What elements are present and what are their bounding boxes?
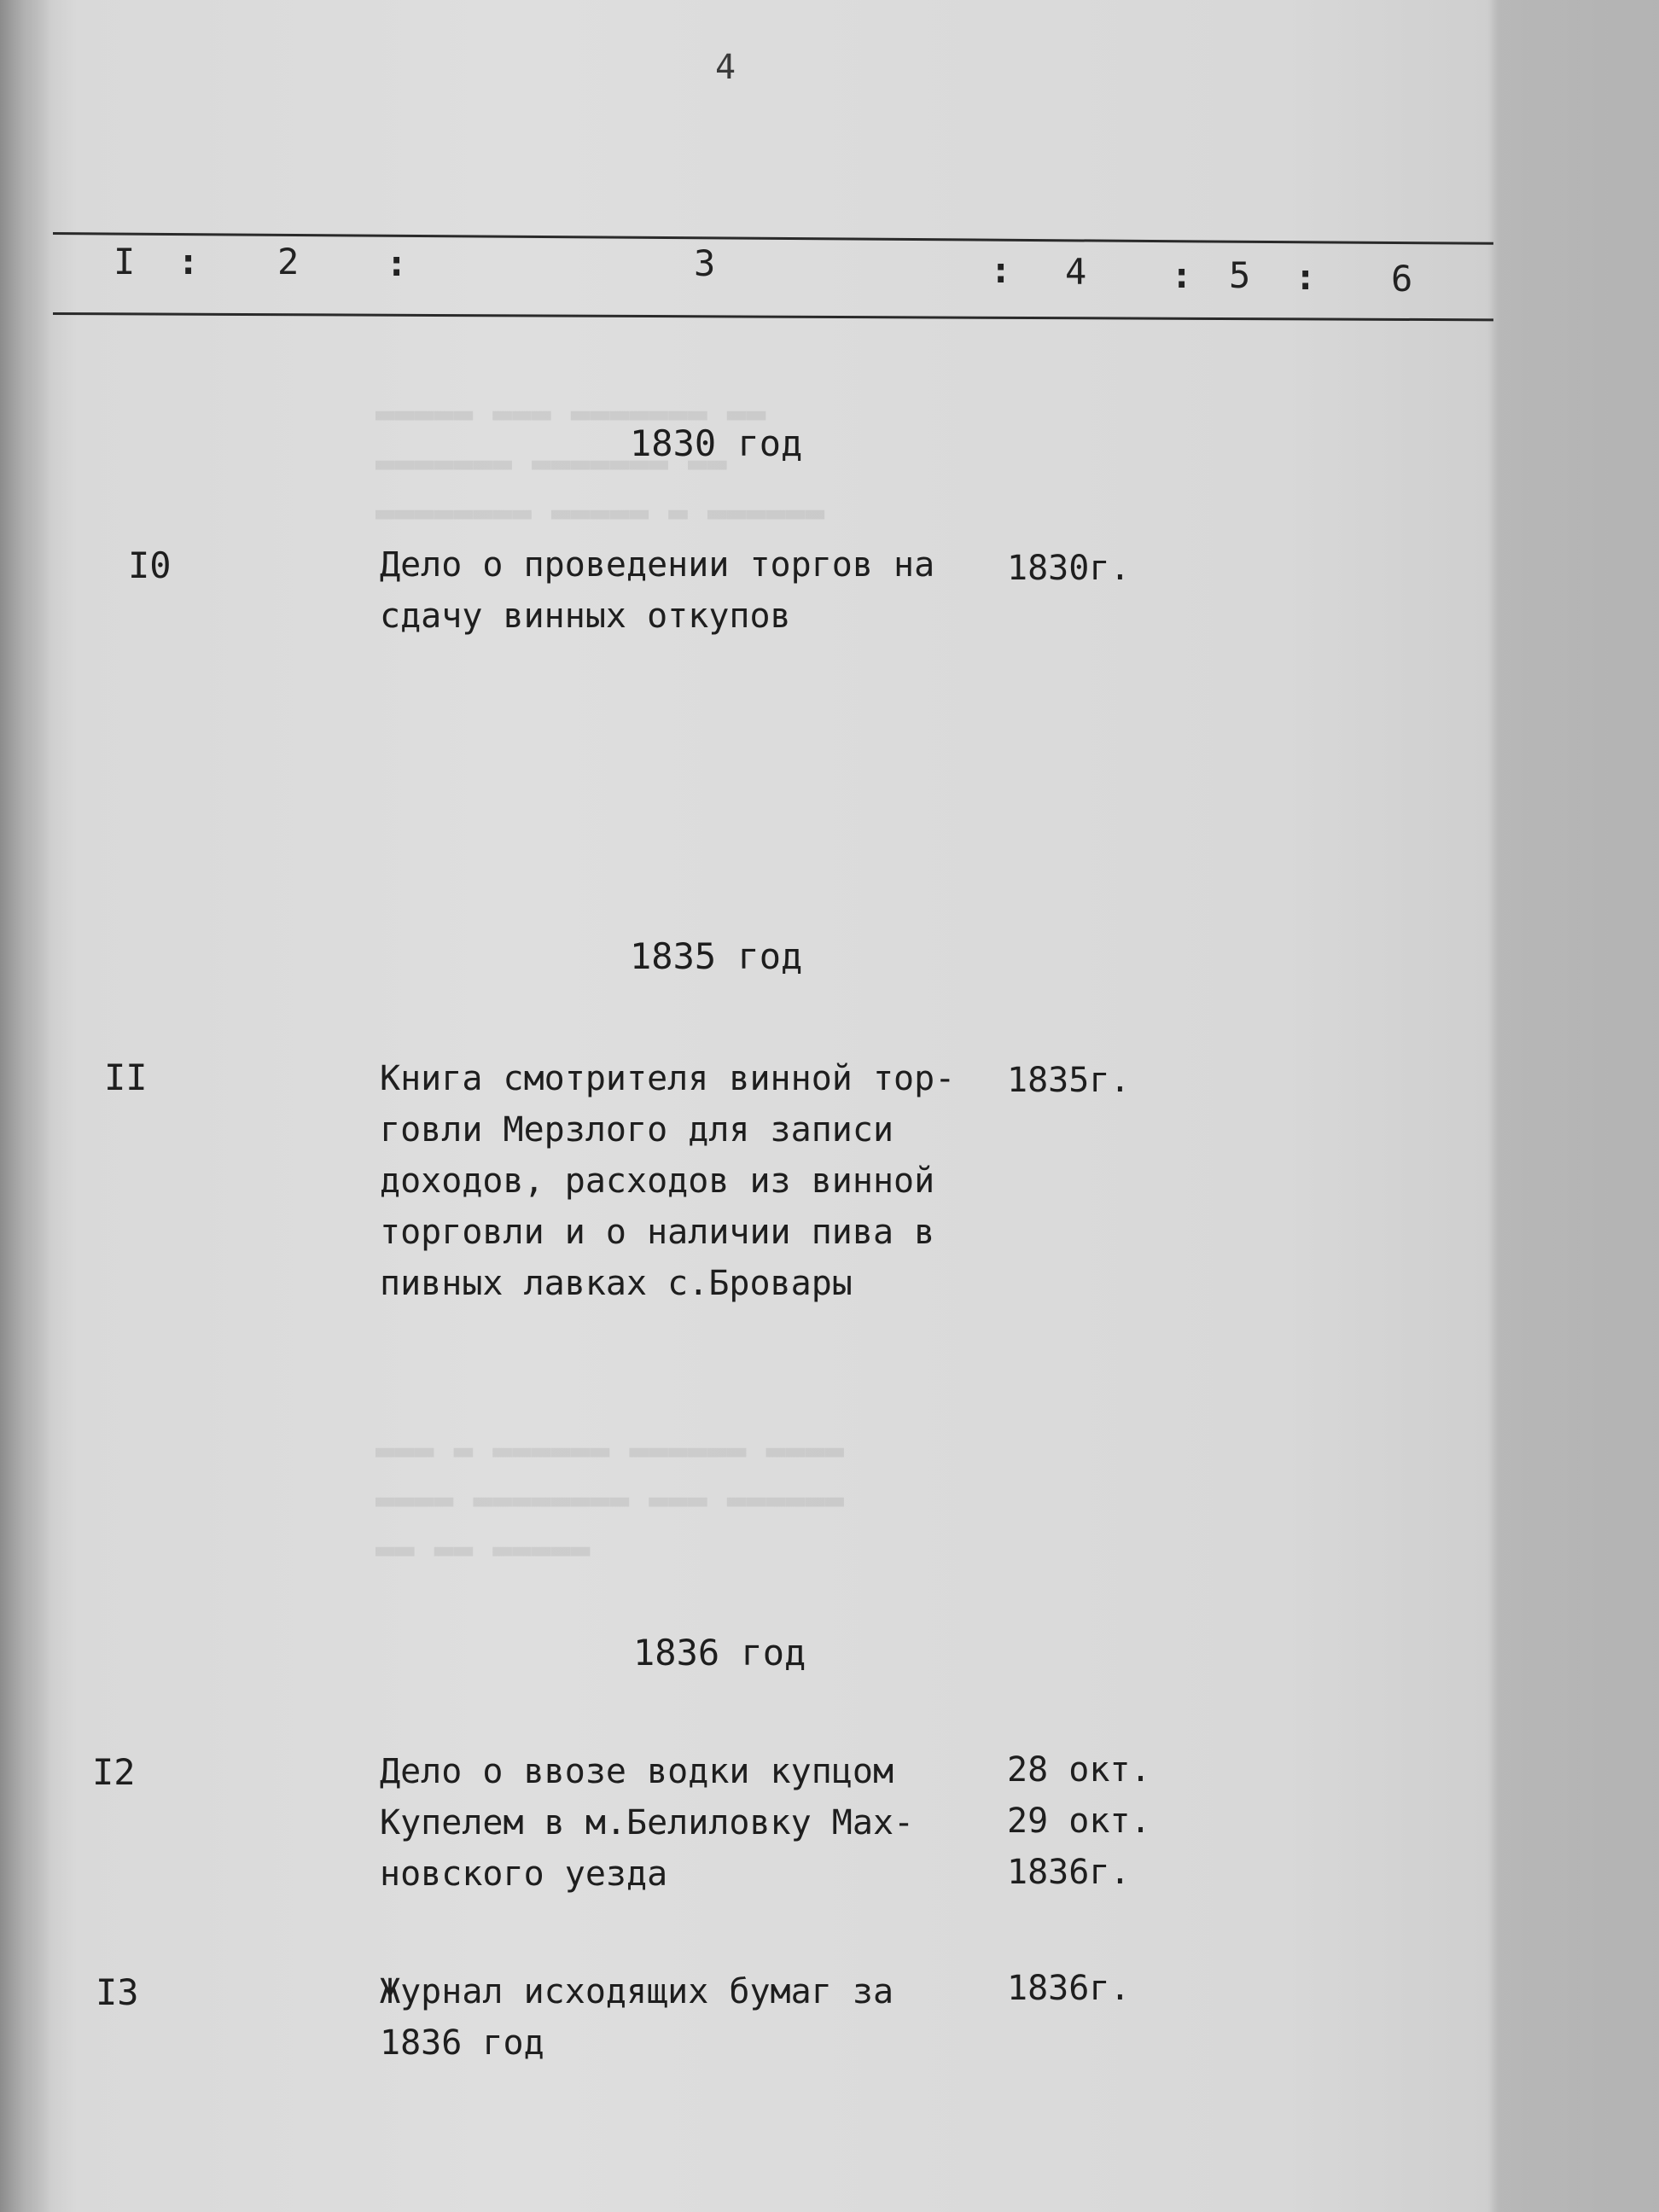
show-through-text: ▬▬▬ ▬ ▬▬▬▬▬▬ ▬▬▬▬▬▬ ▬▬▬▬ ▬▬▬▬ ▬▬▬▬▬▬▬▬ ▬▬▬ ▬▬▬▬▬▬ ▬▬ ▬▬ ▬▬▬▬▬ [375, 1431, 845, 1568]
show-through-text: ▬▬▬▬▬ ▬▬▬ ▬▬▬▬▬▬▬ ▬▬ ▬▬▬▬▬▬▬ ▬▬▬▬▬▬▬ ▬▬ ▬▬▬▬▬▬▬▬ ▬▬▬▬▬ ▬ ▬▬▬▬▬▬ [375, 394, 825, 531]
entry-number: II [104, 1057, 148, 1098]
column-separator: : [1171, 254, 1193, 296]
page-right-edge-shadow [1489, 0, 1659, 2212]
entry-title: Журнал исходящих бумаг за 1836 год [380, 1972, 894, 2063]
table-header-top-rule [53, 232, 1493, 245]
entry-date: 1835г. [1007, 1061, 1131, 1100]
column-header-3: 3 [694, 242, 716, 284]
page-number: 4 [715, 48, 736, 87]
column-header-4: 4 [1065, 251, 1087, 293]
entry-title: Книга смотрителя винной тор- говли Мерзлого для записи доходов, расходов из винной торговли и о наличии пива в пивных лавках с.Бровары [380, 1059, 956, 1303]
column-header-2: 2 [277, 241, 300, 282]
entry-number: I0 [128, 544, 172, 586]
entry-number: I3 [96, 1971, 139, 2013]
year-heading-1830: 1830 год [630, 422, 803, 464]
column-separator: : [386, 242, 408, 284]
entry-date: 28 окт. 29 окт. 1836г. [1007, 1750, 1151, 1892]
column-header-1: I [114, 241, 136, 282]
column-header-6: 6 [1391, 258, 1413, 300]
table-header-bottom-rule [53, 312, 1493, 321]
year-heading-1836: 1836 год [633, 1632, 806, 1674]
column-separator: : [990, 249, 1012, 291]
entry-number: I2 [92, 1751, 136, 1793]
column-header-5: 5 [1229, 254, 1251, 296]
entry-date: 1836г. [1007, 1969, 1131, 2008]
year-heading-1835: 1835 год [630, 935, 803, 977]
entry-date: 1830г. [1007, 549, 1131, 588]
entry-title: Дело о ввозе водки купцом Купелем в м.Белиловку Мах- новского уезда [380, 1752, 915, 1894]
page-gutter-shadow [0, 0, 51, 2212]
entry-title: Дело о проведении торгов на сдачу винных откупов [380, 545, 935, 636]
column-separator: : [178, 241, 200, 282]
column-separator: : [1295, 256, 1317, 298]
